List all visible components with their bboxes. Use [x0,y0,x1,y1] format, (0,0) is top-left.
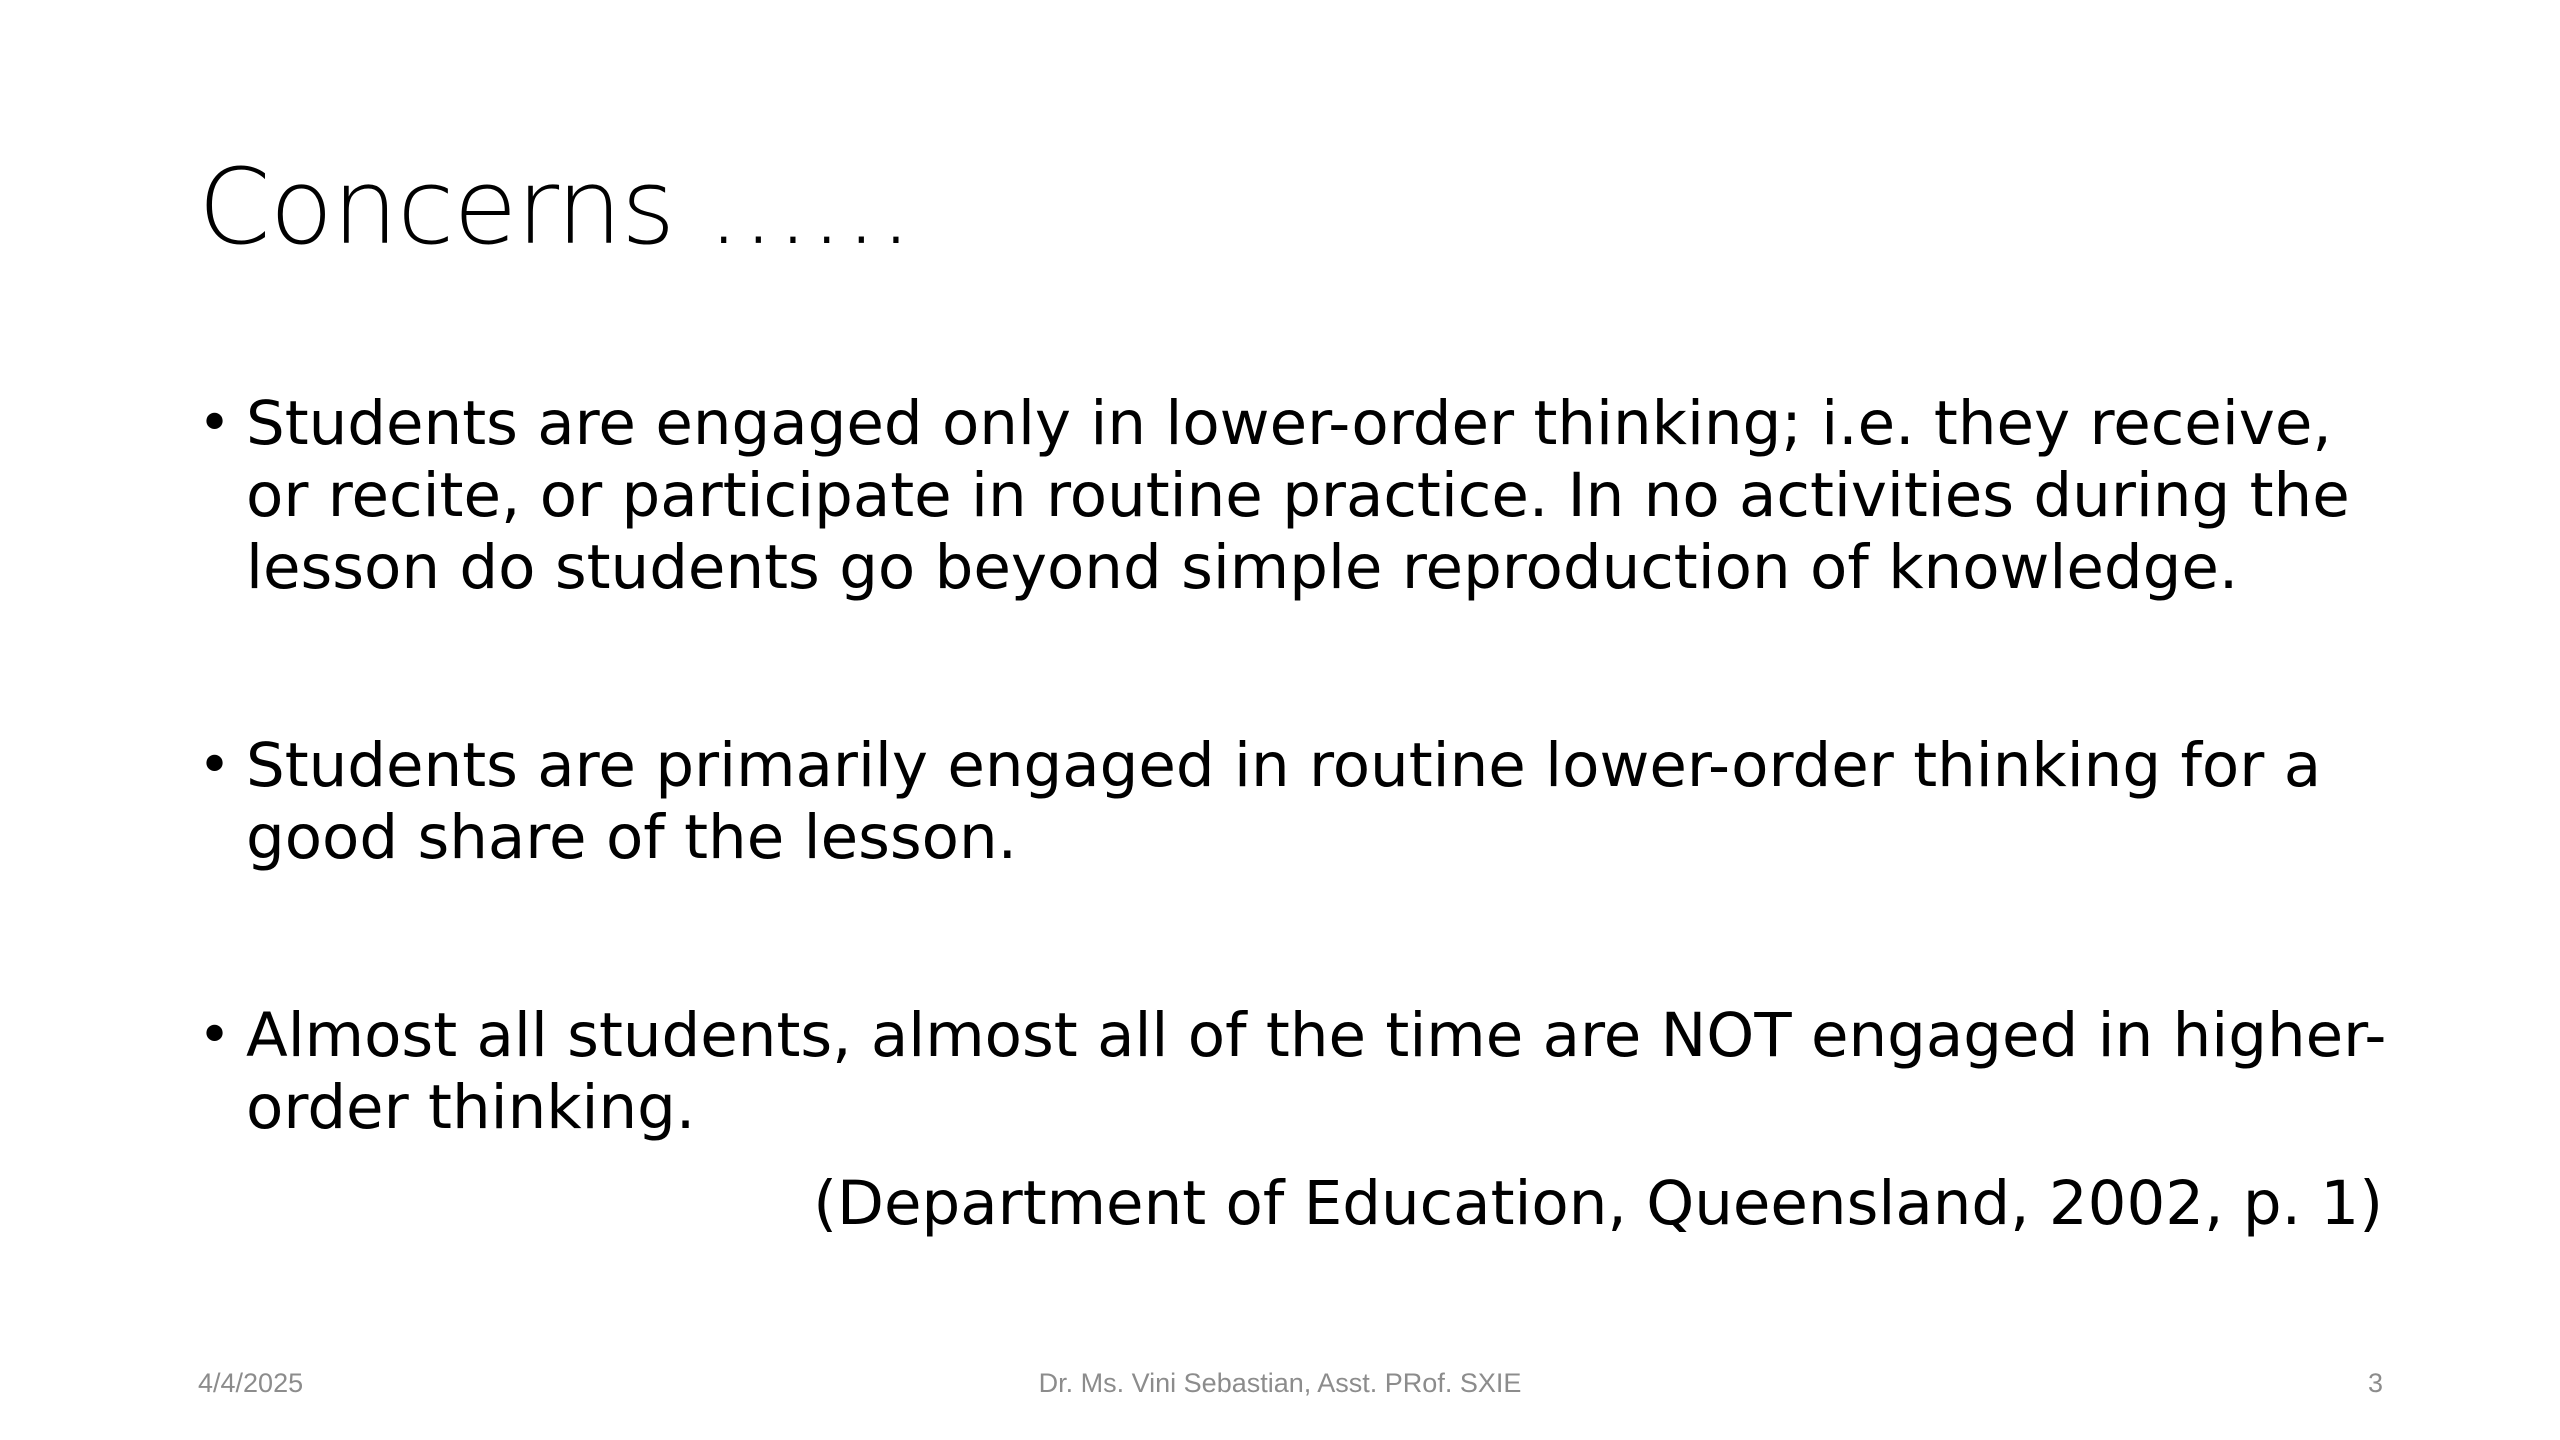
bullet-list [198,388,2398,1144]
footer-author: Dr. Ms. Vini Sebastian, Asst. PRof. SXIE [1038,1368,1522,1398]
slide-title: Concerns …… [198,146,913,268]
bullet-item [198,388,2398,604]
bullet-text: Almost all students, almost all of the time are NOT engaged in higher-order thinking. [246,1000,2387,1143]
bullet-text: Students are primarily engaged in routine lower-order thinking for a good share of the lesson. [246,730,2322,873]
bullet-text: Students are engaged only in lower-order thinking; i.e. they receive, or recite, or participate in routine practice. In no activities during the lesson do students go beyond simple reproduction of knowledge. [246,388,2350,603]
bullet-item [198,1000,2398,1144]
footer-page-number: 3 [2367,1368,2383,1398]
bullet-marker: • [198,1003,232,1068]
bullet-marker: • [198,391,232,456]
bullet-item [198,730,2398,874]
footer-date: 4/4/2025 [198,1368,304,1398]
bullet-marker: • [198,733,232,798]
citation: (Department of Education, Queensland, 2002, p. 1) [813,1168,2383,1239]
